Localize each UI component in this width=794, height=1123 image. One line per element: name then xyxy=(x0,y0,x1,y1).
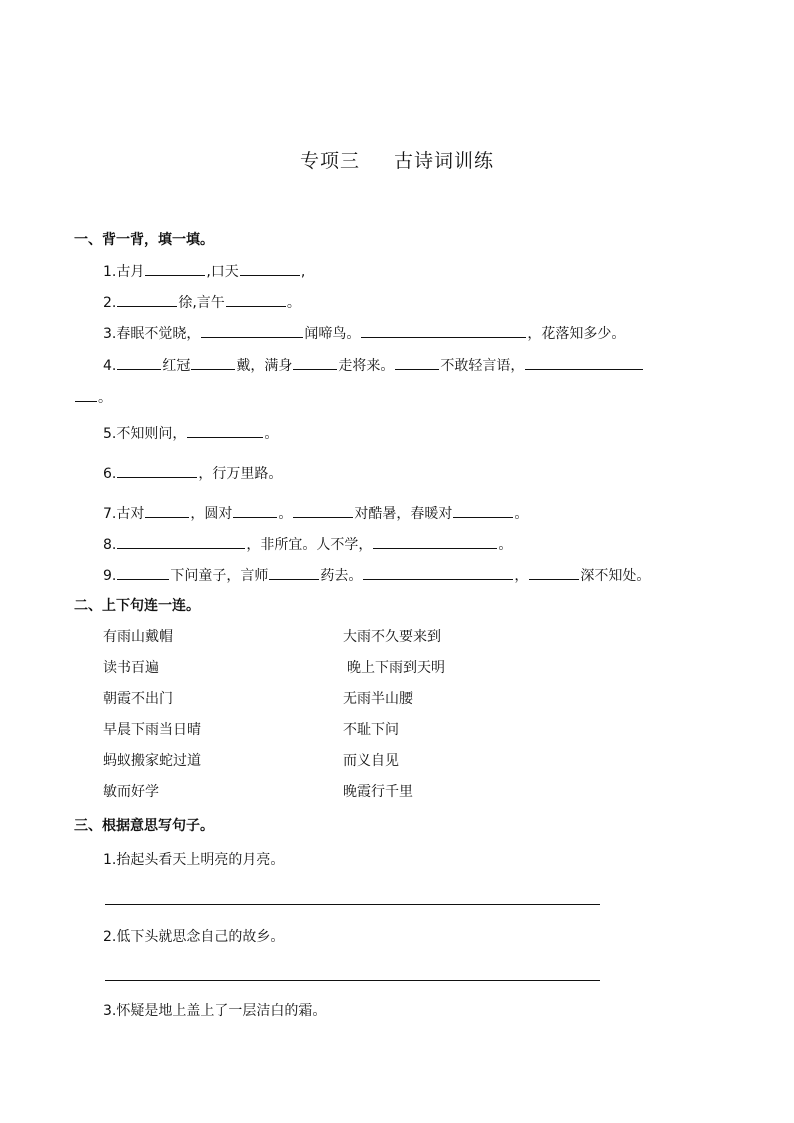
question-text: , xyxy=(300,264,306,280)
right-phrase[interactable]: 大雨不久要来到 xyxy=(343,629,441,645)
question-number: 9. xyxy=(103,568,117,584)
right-phrase[interactable]: 晚上下雨到天明 xyxy=(347,660,445,676)
fill-blank[interactable] xyxy=(529,564,579,580)
question-text: 徐,言午 xyxy=(178,295,225,311)
question-text: ，非所宜。人不学， xyxy=(246,537,373,553)
question-text: 春眠不觉晓， xyxy=(116,326,201,342)
right-phrase[interactable]: 不耻下问 xyxy=(343,722,399,738)
question-number: 2. xyxy=(103,295,117,311)
question-text: 对酷暑，春暖对 xyxy=(354,506,453,522)
question-number: 6. xyxy=(103,466,117,482)
fill-blank[interactable] xyxy=(453,502,513,518)
left-phrase[interactable]: 朝霞不出门 xyxy=(103,691,173,707)
fill-blank[interactable] xyxy=(293,354,337,370)
fill-blank[interactable] xyxy=(201,322,303,338)
question-3 xyxy=(103,322,625,344)
fill-blank[interactable] xyxy=(363,564,513,580)
right-phrase[interactable]: 晚霞行千里 xyxy=(343,784,413,800)
question-2 xyxy=(103,291,301,313)
question-9 xyxy=(103,564,650,586)
fill-blank[interactable] xyxy=(191,354,235,370)
question-number: 3. xyxy=(103,326,117,342)
question-text: 下问童子，言师 xyxy=(170,568,269,584)
fill-blank[interactable] xyxy=(361,322,526,338)
fill-blank[interactable] xyxy=(226,291,286,307)
fill-blank[interactable] xyxy=(145,502,189,518)
prompt-3: 3.怀疑是地上盖上了一层洁白的霜。 xyxy=(103,1003,327,1019)
fill-blank[interactable] xyxy=(373,533,497,549)
left-phrase[interactable]: 敏而好学 xyxy=(103,784,159,800)
left-phrase[interactable]: 蚂蚁搬家蛇过道 xyxy=(103,753,201,769)
question-number: 4. xyxy=(103,358,117,374)
fill-blank[interactable] xyxy=(240,260,300,276)
right-phrase[interactable]: 而义自见 xyxy=(343,753,399,769)
question-7 xyxy=(103,502,528,524)
question-text: 药去。 xyxy=(320,568,363,584)
question-1 xyxy=(103,260,305,282)
left-phrase[interactable]: 读书百遍 xyxy=(103,660,159,676)
question-text: 戴，满身 xyxy=(236,358,293,374)
question-text: 深不知处。 xyxy=(580,568,651,584)
question-number: 1. xyxy=(103,264,117,280)
question-text: 古月 xyxy=(116,264,145,280)
question-6 xyxy=(103,462,282,484)
question-text: ,口天 xyxy=(206,264,239,280)
section-3-heading: 三、根据意思写句子。 xyxy=(74,818,214,834)
fill-blank[interactable] xyxy=(117,564,169,580)
fill-blank[interactable] xyxy=(187,422,263,438)
question-text: ， xyxy=(514,568,529,584)
prompt-1: 1.抬起头看天上明亮的月亮。 xyxy=(103,852,285,868)
fill-blank[interactable] xyxy=(117,291,177,307)
right-phrase[interactable]: 无雨半山腰 xyxy=(343,691,413,707)
question-text: 。 xyxy=(98,390,112,406)
section-2-heading: 二、上下句连一连。 xyxy=(74,598,200,614)
answer-line-2[interactable] xyxy=(105,980,600,981)
left-phrase[interactable]: 有雨山戴帽 xyxy=(103,629,173,645)
question-text: 古对 xyxy=(116,506,145,522)
question-number: 7. xyxy=(103,506,117,522)
question-text: 。 xyxy=(278,506,293,522)
question-text: ，圆对 xyxy=(190,506,233,522)
question-text: ，行万里路。 xyxy=(198,466,283,482)
fill-blank[interactable] xyxy=(293,502,353,518)
question-text: 。 xyxy=(286,295,301,311)
fill-blank[interactable] xyxy=(117,354,161,370)
fill-blank[interactable] xyxy=(117,533,245,549)
question-number: 5. xyxy=(103,426,117,442)
fill-blank[interactable] xyxy=(525,354,643,370)
prompt-2: 2.低下头就思念自己的故乡。 xyxy=(103,929,285,945)
fill-blank[interactable] xyxy=(75,386,97,402)
question-text: 走将来。 xyxy=(338,358,395,374)
fill-blank[interactable] xyxy=(395,354,439,370)
fill-blank[interactable] xyxy=(117,462,197,478)
question-4-continued xyxy=(74,386,112,408)
question-text: 。 xyxy=(498,537,513,553)
question-text: 不敢轻言语， xyxy=(440,358,525,374)
question-text: 。 xyxy=(264,426,279,442)
question-text: 。 xyxy=(514,506,529,522)
section-1-heading: 一、背一背，填一填。 xyxy=(74,232,214,248)
title-part-2: 古诗词训练 xyxy=(394,150,495,172)
left-phrase[interactable]: 早晨下雨当日晴 xyxy=(103,722,201,738)
fill-blank[interactable] xyxy=(269,564,319,580)
answer-line-1[interactable] xyxy=(105,904,600,905)
title-part-1: 专项三 xyxy=(299,150,360,172)
question-5 xyxy=(103,422,278,444)
question-text: 不知则问， xyxy=(116,426,187,442)
question-text: ，花落知多少。 xyxy=(527,326,626,342)
page-title xyxy=(0,146,794,173)
question-text: 红冠 xyxy=(162,358,191,374)
question-text: 闻啼鸟。 xyxy=(304,326,361,342)
fill-blank[interactable] xyxy=(233,502,277,518)
fill-blank[interactable] xyxy=(145,260,205,276)
question-8 xyxy=(103,533,512,555)
question-4 xyxy=(103,354,644,376)
question-number: 8. xyxy=(103,537,117,553)
